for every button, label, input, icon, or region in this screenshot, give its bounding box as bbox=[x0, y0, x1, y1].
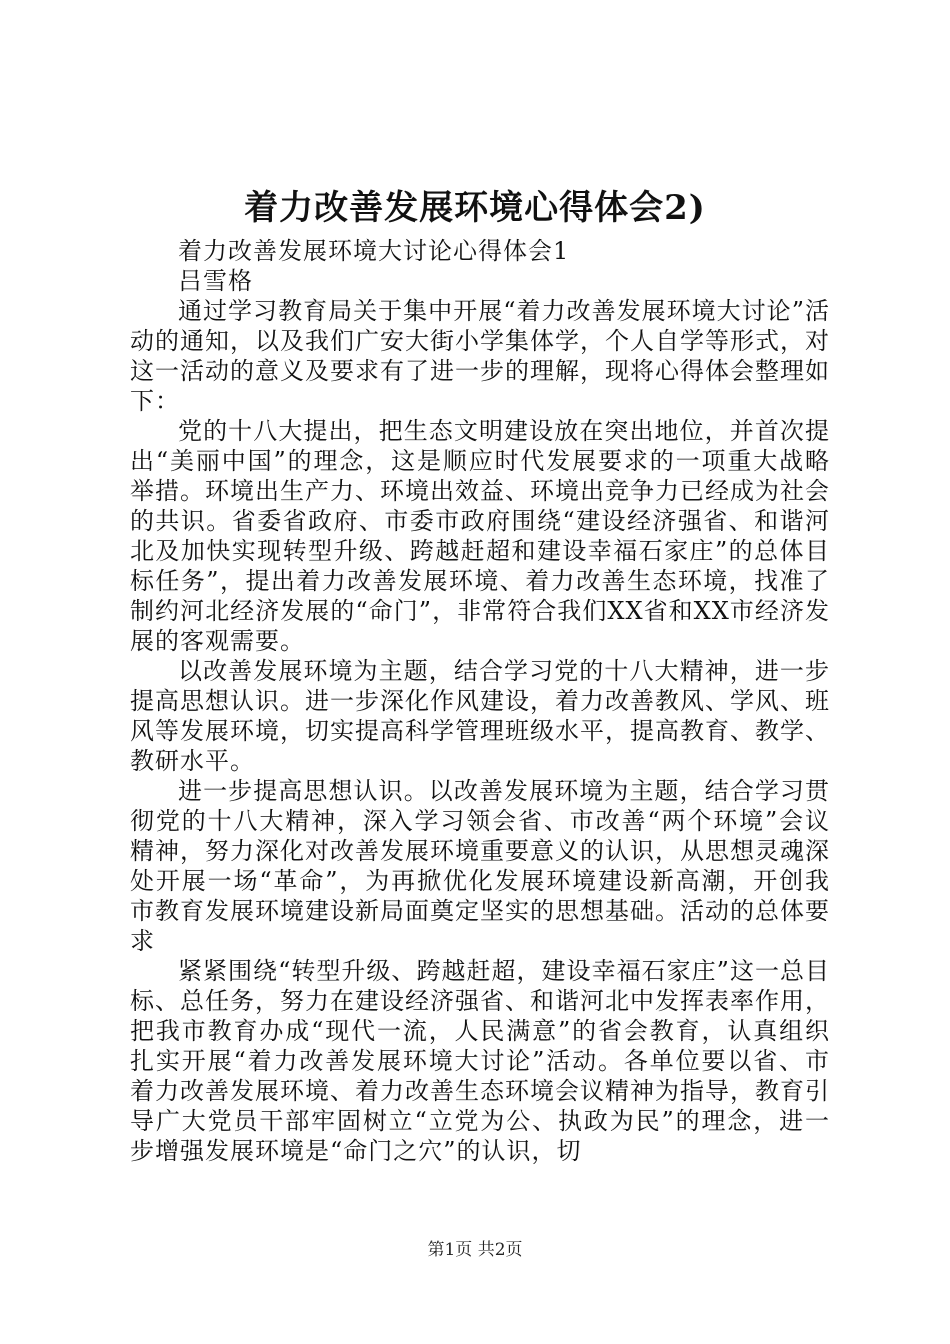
page-footer: 第1页 共2页 bbox=[427, 1240, 523, 1260]
author-paragraph: 吕雪格 bbox=[178, 267, 253, 295]
body-paragraph: 党的十八大提出，把生态文明建设放在突出地位，并首次提出“美丽中国”的理念，这是顺应时代发展要求的一项重大战略举措。环境出生产力、环境出效益、环境出竞争力已经成为社会的共识。省委省政府、市委市政府围绕“建设经济强省、和谐河北及加快实现转型升级、跨越赶超和建设幸福石家庄”的总体目标任务”，提出着力改善发展环境、着力改善生态环境，找准了制约河北经济发展的“命门”，非常符合我们XX省和XX市经济发展的客观需要。 bbox=[130, 417, 830, 655]
document-body bbox=[130, 236, 830, 1166]
body-paragraph: 以改善发展环境为主题，结合学习党的十八大精神，进一步提高思想认识。进一步深化作风建设，着力改善教风、学风、班风等发展环境，切实提高科学管理班级水平，提高教育、教学、教研水平。 bbox=[130, 657, 830, 775]
body-paragraph: 通过学习教育局关于集中开展“着力改善发展环境大讨论”活动的通知，以及我们广安大街小学集体学，个人自学等形式，对这一活动的意义及要求有了进一步的理解，现将心得体会整理如下： bbox=[130, 297, 830, 415]
subtitle-paragraph: 着力改善发展环境大讨论心得体会1 bbox=[178, 237, 570, 265]
body-paragraph: 进一步提高思想认识。以改善发展环境为主题，结合学习贯彻党的十八大精神，深入学习领会省、市改善“两个环境”会议精神，努力深化对改善发展环境重要意义的认识，从思想灵魂深处开展一场“革命”，为再掀优化发展环境建设新高潮，开创我市教育发展环境建设新局面奠定坚实的思想基础。活动的总体要求 bbox=[130, 777, 830, 955]
document-title: 着力改善发展环境心得体会2) bbox=[244, 188, 706, 228]
body-paragraph: 紧紧围绕“转型升级、跨越赶超，建设幸福石家庄”这一总目标、总任务，努力在建设经济强省、和谐河北中发挥表率作用，把我市教育办成“现代一流，人民满意”的省会教育，认真组织扎实开展“着力改善发展环境大讨论”活动。各单位要以省、市着力改善发展环境、着力改善生态环境会议精神为指导，教育引导广大党员干部牢固树立“立党为公、执政为民”的理念，进一步增强发展环境是“命门之穴”的认识，切 bbox=[130, 957, 830, 1165]
